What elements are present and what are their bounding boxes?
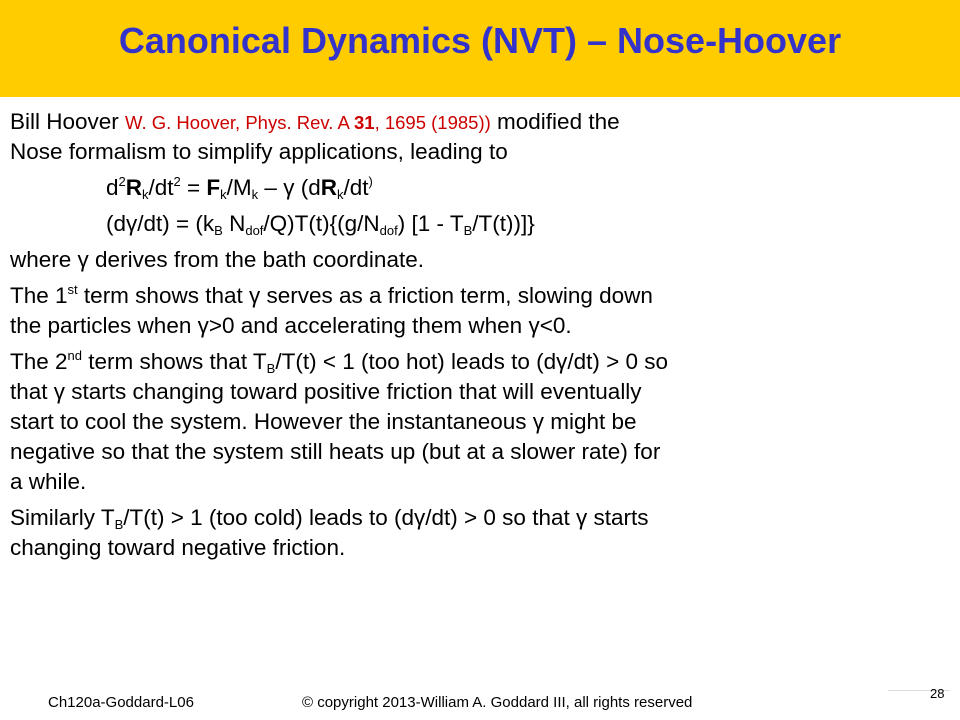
footer-copyright: © copyright 2013-William A. Goddard III, all rights reserved [302,694,693,711]
intro-tail: modified the [490,109,620,134]
slide-title: Canonical Dynamics (NVT) – Nose-Hoover [118,20,842,61]
page-number: 28 [930,686,945,701]
para-similarly-line-2: changing toward negative friction. [10,535,346,560]
equation-motion: $d^2R_k/dt^2 = F_k/M_k - \gamma$ ($dR_k/dt^)$ [106,174,373,202]
citation: W. G. Hoover, Phys. Rev. A 31, 1695 (1985)) [125,112,491,133]
para-second-term-line-1: The 2nd term shows that $T_B/T(t) < 1$ (too hot) leads to (dγ/dt) > 0 so [10,348,669,376]
intro-lead: Bill Hoover [10,109,126,134]
footer-course: Ch120a-Goddard-L06 [48,694,194,711]
para-intro-line-2: Nose formalism to simplify applications, leading to [10,139,508,164]
equation-gamma: $(d\gamma/dt) = (k_B$ $N_{dof}/Q)T(t)\{(g/N_{dof})$ $[1 - T_B/T(t))$]} [106,211,535,238]
para-second-term-line-4: negative so that the system still heats up (but at a slower rate) for [10,439,661,464]
para-bath: where γ derives from the bath coordinate. [10,247,424,272]
slide-body [10,108,955,564]
para-similarly-line-1: Similarly $T_B/T(t) > 1$ (too cold) leads to (dγ/dt) > 0 so that γ starts [10,505,649,532]
para-first-term-line-1: The 1st term shows that γ serves as a friction term, slowing down [10,282,653,308]
para-intro-line-1 [10,108,955,138]
para-second-term-line-5: a while. [10,469,87,494]
para-second-term-line-2: that γ starts changing toward positive friction that will eventually [10,379,642,404]
para-first-term-line-2: the particles when γ>0 and accelerating them when γ<0. [10,313,572,338]
para-second-term-line-3: start to cool the system. However the instantaneous γ might be [10,409,637,434]
